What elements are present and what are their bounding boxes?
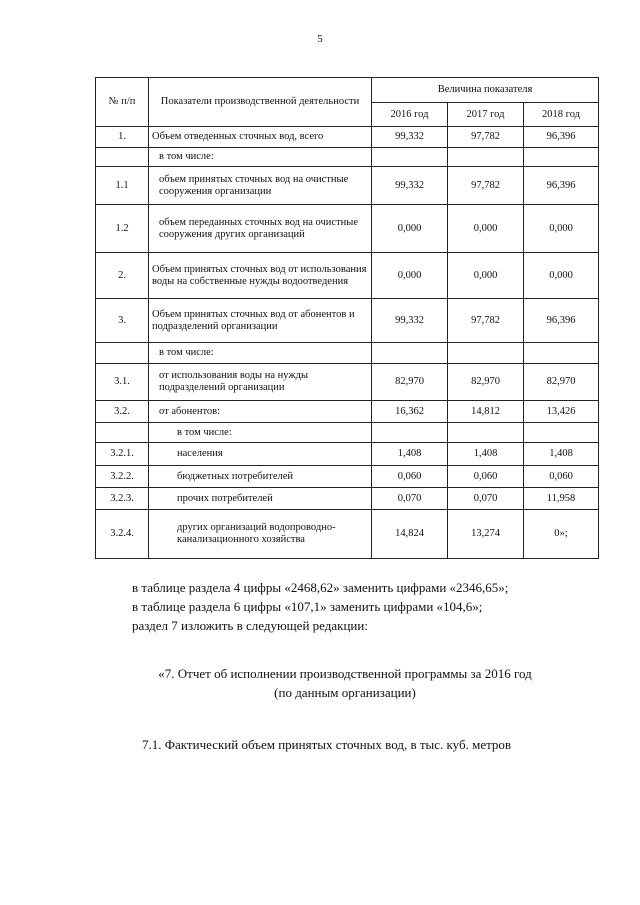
table-row xyxy=(96,364,599,401)
amendment-line-1: в таблице раздела 4 цифры «2468,62» заменить цифрами «2346,65»; xyxy=(132,580,509,595)
table-row xyxy=(96,148,599,167)
row-number: 3.2.3. xyxy=(96,488,149,510)
row-value-2017: 97,782 xyxy=(448,167,524,205)
row-indicator-name: в том числе: xyxy=(149,423,372,443)
row-value-2016: 99,332 xyxy=(372,299,448,343)
row-value-2017: 97,782 xyxy=(448,127,524,148)
row-value-2017: 13,274 xyxy=(448,510,524,559)
row-indicator-name: Объем отведенных сточных вод, всего xyxy=(149,127,372,148)
row-number: 3.2.1. xyxy=(96,443,149,466)
row-value-2017 xyxy=(448,148,524,167)
row-indicator-name: населения xyxy=(149,443,372,466)
row-value-2018: 0»; xyxy=(524,510,599,559)
section-title-line-2: (по данным организации) xyxy=(274,685,416,700)
row-number xyxy=(96,343,149,364)
row-value-2017: 0,000 xyxy=(448,205,524,253)
row-value-2017: 0,060 xyxy=(448,466,524,488)
row-number: 1.1 xyxy=(96,167,149,205)
indicators-table xyxy=(95,77,599,559)
row-value-2016 xyxy=(372,343,448,364)
header-year-2016: 2016 год xyxy=(372,103,448,127)
header-year-2017: 2017 год xyxy=(448,103,524,127)
row-value-2017: 82,970 xyxy=(448,364,524,401)
row-number: 3.2. xyxy=(96,401,149,423)
row-value-2018: 11,958 xyxy=(524,488,599,510)
row-value-2018 xyxy=(524,148,599,167)
row-value-2017 xyxy=(448,343,524,364)
amendment-line-2: в таблице раздела 6 цифры «107,1» заменить цифрами «104,6»; xyxy=(132,599,483,614)
row-value-2016: 16,362 xyxy=(372,401,448,423)
table-row xyxy=(96,443,599,466)
row-indicator-name: объем принятых сточных вод на очистные сооружения организации xyxy=(149,167,372,205)
section-title-line-1: «7. Отчет об исполнении производственной программы за 2016 год xyxy=(158,666,532,681)
row-value-2017: 97,782 xyxy=(448,299,524,343)
table-row xyxy=(96,510,599,559)
row-value-2018: 13,426 xyxy=(524,401,599,423)
header-number: № п/п xyxy=(96,78,149,127)
table-row xyxy=(96,205,599,253)
row-number: 3. xyxy=(96,299,149,343)
row-value-2018: 0,060 xyxy=(524,466,599,488)
row-number: 3.2.4. xyxy=(96,510,149,559)
header-value-group: Величина показателя xyxy=(372,78,599,103)
row-value-2018: 96,396 xyxy=(524,167,599,205)
amendment-line-3: раздел 7 изложить в следующей редакции: xyxy=(132,618,368,633)
row-value-2017: 0,000 xyxy=(448,253,524,299)
row-indicator-name: Объем принятых сточных вод от абонентов и подразделений организации xyxy=(149,299,372,343)
section-title xyxy=(0,664,640,702)
row-value-2016: 82,970 xyxy=(372,364,448,401)
header-year-2018: 2018 год xyxy=(524,103,599,127)
row-value-2018: 96,396 xyxy=(524,127,599,148)
row-value-2016 xyxy=(372,423,448,443)
row-indicator-name: бюджетных потребителей xyxy=(149,466,372,488)
amendment-text xyxy=(132,578,508,635)
row-indicator-name: в том числе: xyxy=(149,148,372,167)
row-number: 3.1. xyxy=(96,364,149,401)
page-number: 5 xyxy=(317,33,323,45)
table-row xyxy=(96,253,599,299)
table-row xyxy=(96,167,599,205)
table-row xyxy=(96,423,599,443)
table-row xyxy=(96,127,599,148)
row-value-2018 xyxy=(524,423,599,443)
row-value-2018: 0,000 xyxy=(524,205,599,253)
row-indicator-name: от абонентов: xyxy=(149,401,372,423)
row-indicator-name: Объем принятых сточных вод от использования воды на собственные нужды водоотведения xyxy=(149,253,372,299)
row-value-2016: 99,332 xyxy=(372,167,448,205)
row-value-2018 xyxy=(524,343,599,364)
row-number: 1. xyxy=(96,127,149,148)
row-indicator-name: от использования воды на нужды подразделений организации xyxy=(149,364,372,401)
row-indicator-name: объем переданных сточных вод на очистные сооружения других организаций xyxy=(149,205,372,253)
row-number: 1.2 xyxy=(96,205,149,253)
table-row xyxy=(96,466,599,488)
row-value-2017: 14,812 xyxy=(448,401,524,423)
table-row xyxy=(96,488,599,510)
header-indicator: Показатели производственной деятельности xyxy=(149,78,372,127)
subsection-title: 7.1. Фактический объем принятых сточных вод, в тыс. куб. метров xyxy=(142,737,512,752)
row-indicator-name: других организаций водопроводно-канализационного хозяйства xyxy=(149,510,372,559)
row-value-2016: 14,824 xyxy=(372,510,448,559)
row-value-2018: 1,408 xyxy=(524,443,599,466)
row-value-2016: 0,000 xyxy=(372,205,448,253)
table-row xyxy=(96,401,599,423)
row-value-2016: 0,070 xyxy=(372,488,448,510)
row-value-2018: 82,970 xyxy=(524,364,599,401)
row-value-2018: 96,396 xyxy=(524,299,599,343)
row-value-2016: 99,332 xyxy=(372,127,448,148)
row-value-2017: 1,408 xyxy=(448,443,524,466)
row-number: 2. xyxy=(96,253,149,299)
row-value-2016: 1,408 xyxy=(372,443,448,466)
row-value-2018: 0,000 xyxy=(524,253,599,299)
table-row xyxy=(96,343,599,364)
row-value-2017 xyxy=(448,423,524,443)
row-number xyxy=(96,148,149,167)
row-indicator-name: прочих потребителей xyxy=(149,488,372,510)
row-indicator-name: в том числе: xyxy=(149,343,372,364)
row-value-2016: 0,000 xyxy=(372,253,448,299)
row-number: 3.2.2. xyxy=(96,466,149,488)
row-number xyxy=(96,423,149,443)
table-row xyxy=(96,299,599,343)
row-value-2016: 0,060 xyxy=(372,466,448,488)
table-body xyxy=(96,127,599,559)
row-value-2017: 0,070 xyxy=(448,488,524,510)
row-value-2016 xyxy=(372,148,448,167)
